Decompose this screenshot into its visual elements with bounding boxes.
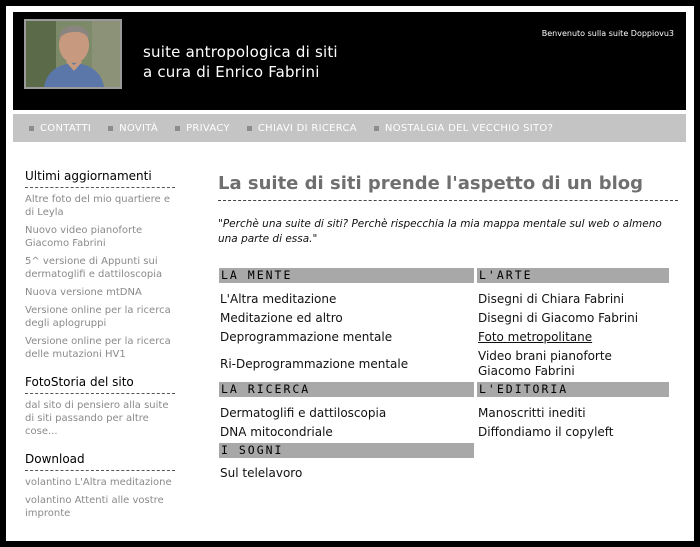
download-link[interactable]: volantino L'Altra meditazione [25, 477, 172, 488]
nav-item-contatti[interactable] [29, 123, 91, 134]
square-bullet-icon [175, 126, 180, 131]
update-link[interactable]: Altre foto del mio quartiere e di Leyla [25, 194, 171, 218]
link-dermatoglifi[interactable]: Dermatoglifi e dattiloscopia [220, 406, 387, 420]
site-subtitle: a cura di Enrico Fabrini [143, 63, 320, 81]
nav-label: NOSTALGIA DEL VECCHIO SITO? [384, 122, 554, 134]
link-meditazione-ed-altro[interactable]: Meditazione ed altro [220, 311, 343, 325]
link-dna-mitocondriale[interactable]: DNA mitocondriale [220, 425, 333, 439]
nav-label: PRIVACY [186, 122, 230, 134]
link-video-pianoforte[interactable]: Video brani pianoforte Giacomo Fabrini [478, 349, 612, 378]
category-header-mente: LA MENTE [219, 268, 474, 283]
nav-item-privacy[interactable] [175, 123, 230, 134]
square-bullet-icon [29, 126, 34, 131]
link-manoscritti[interactable]: Manoscritti inediti [478, 406, 586, 420]
nav-label: NOVITÀ [119, 122, 159, 134]
category-header-arte: L'ARTE [477, 268, 669, 283]
history-link[interactable]: dal sito di pensiero alla suite di siti passando per altre cose... [25, 400, 169, 437]
square-bullet-icon [374, 126, 379, 131]
updates-heading: Ultimi aggiornamenti [25, 169, 175, 188]
link-disegni-giacomo[interactable]: Disegni di Giacomo Fabrini [478, 311, 639, 325]
history-heading: FotoStoria del sito [25, 375, 175, 394]
update-link[interactable]: Versione online per la ricerca degli aplogruppi [25, 305, 171, 329]
category-header-ricerca: LA RICERCA [219, 382, 474, 397]
main-nav [13, 114, 686, 142]
link-altra-meditazione[interactable]: L'Altra meditazione [220, 292, 337, 306]
link-deprogrammazione[interactable]: Deprogrammazione mentale [220, 330, 393, 344]
nav-item-chiavi-di-ricerca[interactable] [247, 123, 357, 134]
download-link[interactable]: volantino Attenti alle vostre impronte [25, 495, 164, 519]
main-content [218, 173, 678, 480]
square-bullet-icon [108, 126, 113, 131]
intro-quote: "Perchè una suite di siti? Perchè rispecchia la mia mappa mentale sul web o almeno una parte di essa." [218, 218, 662, 245]
update-link[interactable]: Nuova versione mtDNA [25, 287, 142, 298]
link-ri-deprogrammazione[interactable]: Ri-Deprogrammazione mentale [220, 357, 409, 371]
page-title: La suite di siti prende l'aspetto di un blog [218, 173, 678, 201]
updates-section [25, 169, 175, 361]
download-heading: Download [25, 452, 175, 471]
category-header-sogni: I SOGNI [219, 443, 474, 458]
category-header-editoria: L'EDITORIA [477, 382, 669, 397]
link-foto-metropolitane[interactable]: Foto metropolitane [478, 330, 593, 344]
download-section [25, 452, 175, 520]
nav-label: CONTATTI [40, 122, 92, 134]
update-link[interactable]: 5^ versione di Appunti sui dermatoglifi e dattiloscopia [25, 256, 163, 280]
link-disegni-chiara[interactable]: Disegni di Chiara Fabrini [478, 292, 625, 306]
square-bullet-icon [247, 126, 252, 131]
nav-item-novita[interactable] [108, 123, 158, 134]
site-header [13, 12, 686, 110]
site-title: suite antropologica di siti [143, 43, 338, 61]
welcome-text: Benvenuto sulla suite Doppiovu3 [541, 29, 674, 38]
nav-item-vecchio-sito[interactable] [374, 123, 553, 134]
update-link[interactable]: Versione online per la ricerca delle mutazioni HV1 [25, 336, 171, 360]
link-copyleft[interactable]: Diffondiamo il copyleft [478, 425, 614, 439]
history-section [25, 375, 175, 438]
sidebar [25, 169, 175, 534]
update-link[interactable]: Nuovo video pianoforte Giacomo Fabrini [25, 225, 143, 249]
nav-label: CHIAVI DI RICERCA [257, 122, 357, 134]
page-frame [6, 6, 694, 541]
link-telelavoro[interactable]: Sul telelavoro [220, 466, 303, 480]
author-photo [24, 19, 122, 89]
